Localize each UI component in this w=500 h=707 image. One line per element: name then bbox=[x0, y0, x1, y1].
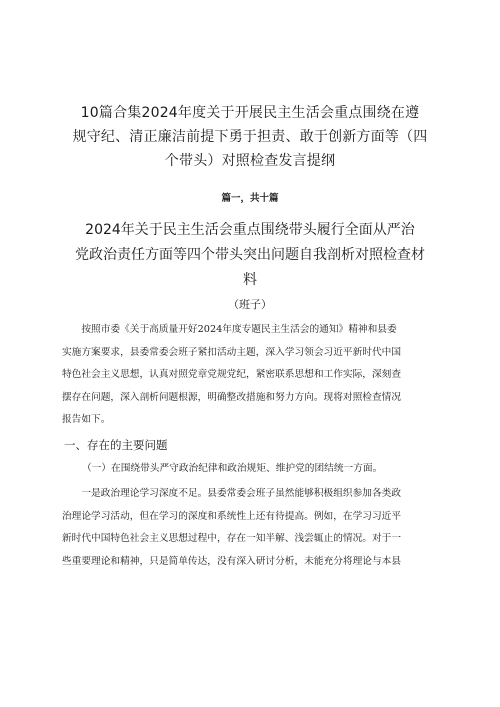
paragraph-line: 些重要理论和精神，只是简单传达，没有深入研讨分析，未能充分将理论与本县 bbox=[62, 555, 402, 567]
paragraph-line: 一是政治理论学习深度不足。县委常委会班子虽然能够积极组织参加各类政 bbox=[62, 487, 402, 499]
article-title-line: 料 bbox=[243, 272, 257, 288]
intro-line: 特色社会主义思想，认真对照党章党规党纪，紧密联系思想和工作实际，深刻查 bbox=[62, 369, 402, 381]
intro-line: 报告如下。 bbox=[62, 414, 111, 426]
sub-heading: （一）在围绕带头严守政治纪律和政治规矩、维护党的团结统一方面。 bbox=[82, 462, 383, 474]
paragraph-line: 新时代中国特色社会主义思想过程中，存在一知半解、浅尝辄止的情况。对于一 bbox=[62, 533, 402, 545]
body-paragraph bbox=[62, 483, 438, 573]
intro-line: 摆存在问题，深入剖析问题根源，明确整改措施和努力方向。现将对照检查情况 bbox=[62, 391, 402, 403]
paragraph-line: 治理论学习活动，但在学习的深度和系统性上还有待提高。例如，在学习习近平 bbox=[62, 510, 402, 522]
section-label: 篇一，共十篇 bbox=[221, 193, 279, 204]
article-subtitle: （班子） bbox=[228, 298, 272, 311]
document-title-line: 10篇合集2024年度关于开展民主生活会重点围绕在遵 bbox=[80, 105, 420, 121]
document-title bbox=[62, 0, 438, 173]
article-title-line: 党政治责任方面等四个带头突出问题自我剖析对照检查材 bbox=[75, 247, 425, 263]
document-title-line: 个带头）对照检查发言提纲 bbox=[164, 153, 336, 169]
intro-line: 实施方案要求，县委常委会班子紧扣活动主题，深入学习领会习近平新时代中国 bbox=[62, 346, 402, 358]
section-heading: 一、存在的主要问题 bbox=[64, 437, 168, 452]
article-title bbox=[62, 218, 438, 293]
article-title-line: 2024年关于民主生活会重点围绕带头履行全面从严治 bbox=[85, 222, 415, 238]
intro-line: 按照市委《关于高质量开好2024年度专题民主生活会的通知》精神和县委 bbox=[62, 324, 397, 335]
intro-paragraph bbox=[62, 319, 438, 432]
document-title-line: 规守纪、清正廉洁前提下勇于担责、敢于创新方面等（四 bbox=[72, 129, 428, 145]
